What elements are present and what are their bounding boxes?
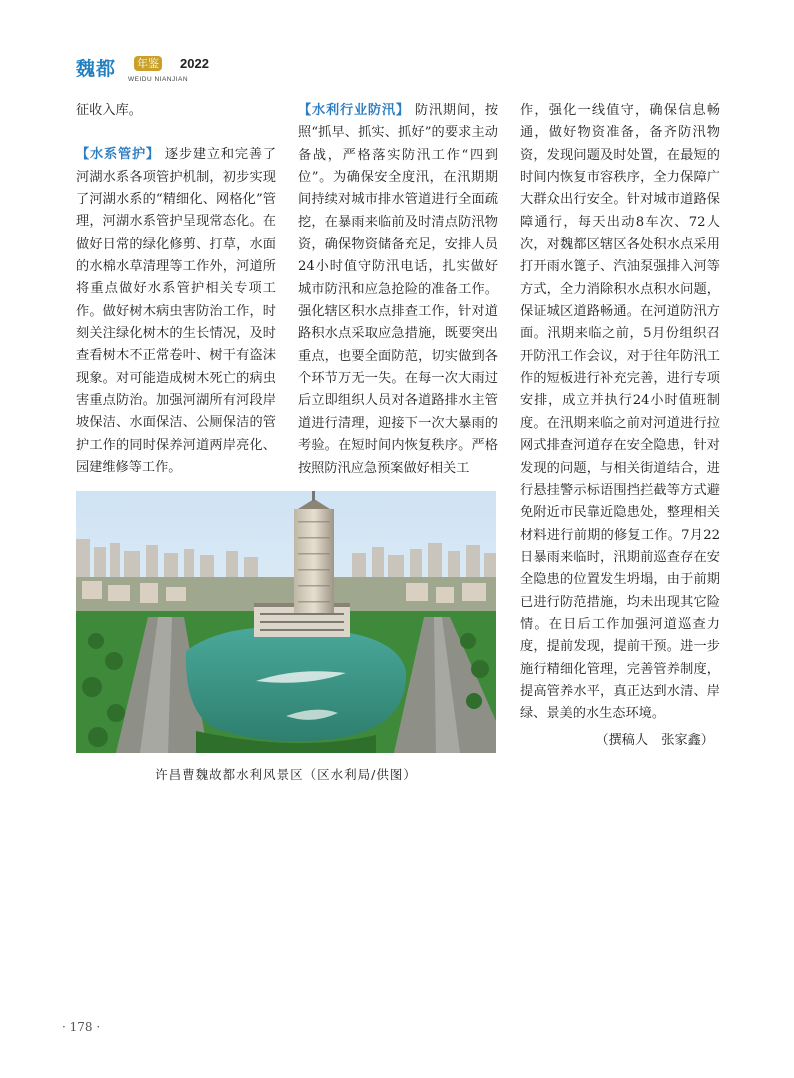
yearbook-year: 2022	[180, 56, 209, 71]
yearbook-subtitle: WEIDU NIANJIAN	[128, 76, 189, 83]
paragraph-water-system	[76, 144, 276, 479]
text-column-3	[520, 100, 720, 752]
yearbook-badge: 年鉴	[134, 56, 162, 71]
figure-caption: 许昌曹魏故都水利风景区（区水利局/供图）	[155, 767, 417, 782]
text-column-2	[298, 100, 498, 480]
section-tag-water-system: 【水系管护】	[76, 147, 160, 163]
paragraph-flood-control-cont: 作，强化一线值守，确保信息畅通，做好物资准备，备齐防汛物资，发现问题及时处置，在最短的时间内恢复市容秩序，全力保障广大群众出行安全。针对城市道路保障通行，每天出动8车次、72人次，对魏都区辖区各处积水点采用打开雨水篦子、汽油泵强排入河等方式，全力消除积水点积水问题，保证城区道路畅通。在河道防汛方面。汛期来临之前，5月份组织召开防汛工作会议，对于往年防汛工作的短板进行补充完善，进行专项安排，成立并执行24小时值班制度。在汛期来临之前对河道进行拉网式排查河道存在安全隐患，针对发现的问题，与相关街道结合，进行悬挂警示标语围挡拦截等方式避免附近市民靠近隐患处，整理相关材料进行前期的修复工作。7月22日暴雨来临时，汛期前巡查存在安全隐患的位置发生坍塌，由于前期已进行防范措施，均未出现其它险情。在日后工作加强河道巡查力度，提前发现，提前干预。进一步施行精细化管理，完善管养制度，提高管养水平，真正达到水清、岸绿、景美的水生态环境。	[520, 103, 720, 722]
scenic-area-photo	[76, 491, 496, 753]
paragraph-text: 逐步建立和完善了河湖水系各项管护机制，初步实现了河湖水系的“精细化、网格化”管理，河湖水系管护呈现常态化。在做好日常的绿化修剪、打草，水面的水棉水草清理等工作外，河道所将重点做好水系管护相关专项工作。做好树木病虫害防治工作，时刻关注绿化树木的生长情况，及时查看树木不正常卷叶、树干有盗沫现象。对可能造成树木死亡的病虫害重点防治。加强河湖所有河段岸坡保洁、水面保洁、公厕保洁的管护工作的同时保养河道两岸亮化、园建维修等工作。	[76, 147, 277, 476]
author-signature	[520, 730, 720, 752]
paragraph-text: 防汛期间，按照“抓早、抓实、抓好”的要求主动备战，严格落实防汛工作“四到位”。为确保安全度汛，在汛期期间持续对城市排水管道进行全面疏挖，在暴雨来临前及时清点防汛物资，确保物资储备充足，安排人员24小时值守防汛电话，扎实做好城市防汛和应急抢险的准备工作。强化辖区积水点排查工作，针对道路积水点采取应急措施，既要突出重点，也要全面防范，切实做到各个环节万无一失。在每一次大雨过后立即组织人员对各道路排水主管道进行清理，迎接下一次大暴雨的考验。在短时间内恢复秩序。严格按照防汛应急预案做好相关工	[298, 103, 499, 476]
section-tag-flood-control: 【水利行业防汛】	[298, 103, 410, 118]
page-number: · 178 ·	[62, 1020, 101, 1034]
yearbook-logo: 魏都	[76, 58, 117, 80]
paragraph-flood-control	[298, 100, 498, 480]
text-column-1	[76, 100, 276, 480]
paragraph-continuation: 征收入库。	[76, 103, 142, 118]
signature-text: （撰稿人 张家鑫）	[595, 732, 714, 748]
